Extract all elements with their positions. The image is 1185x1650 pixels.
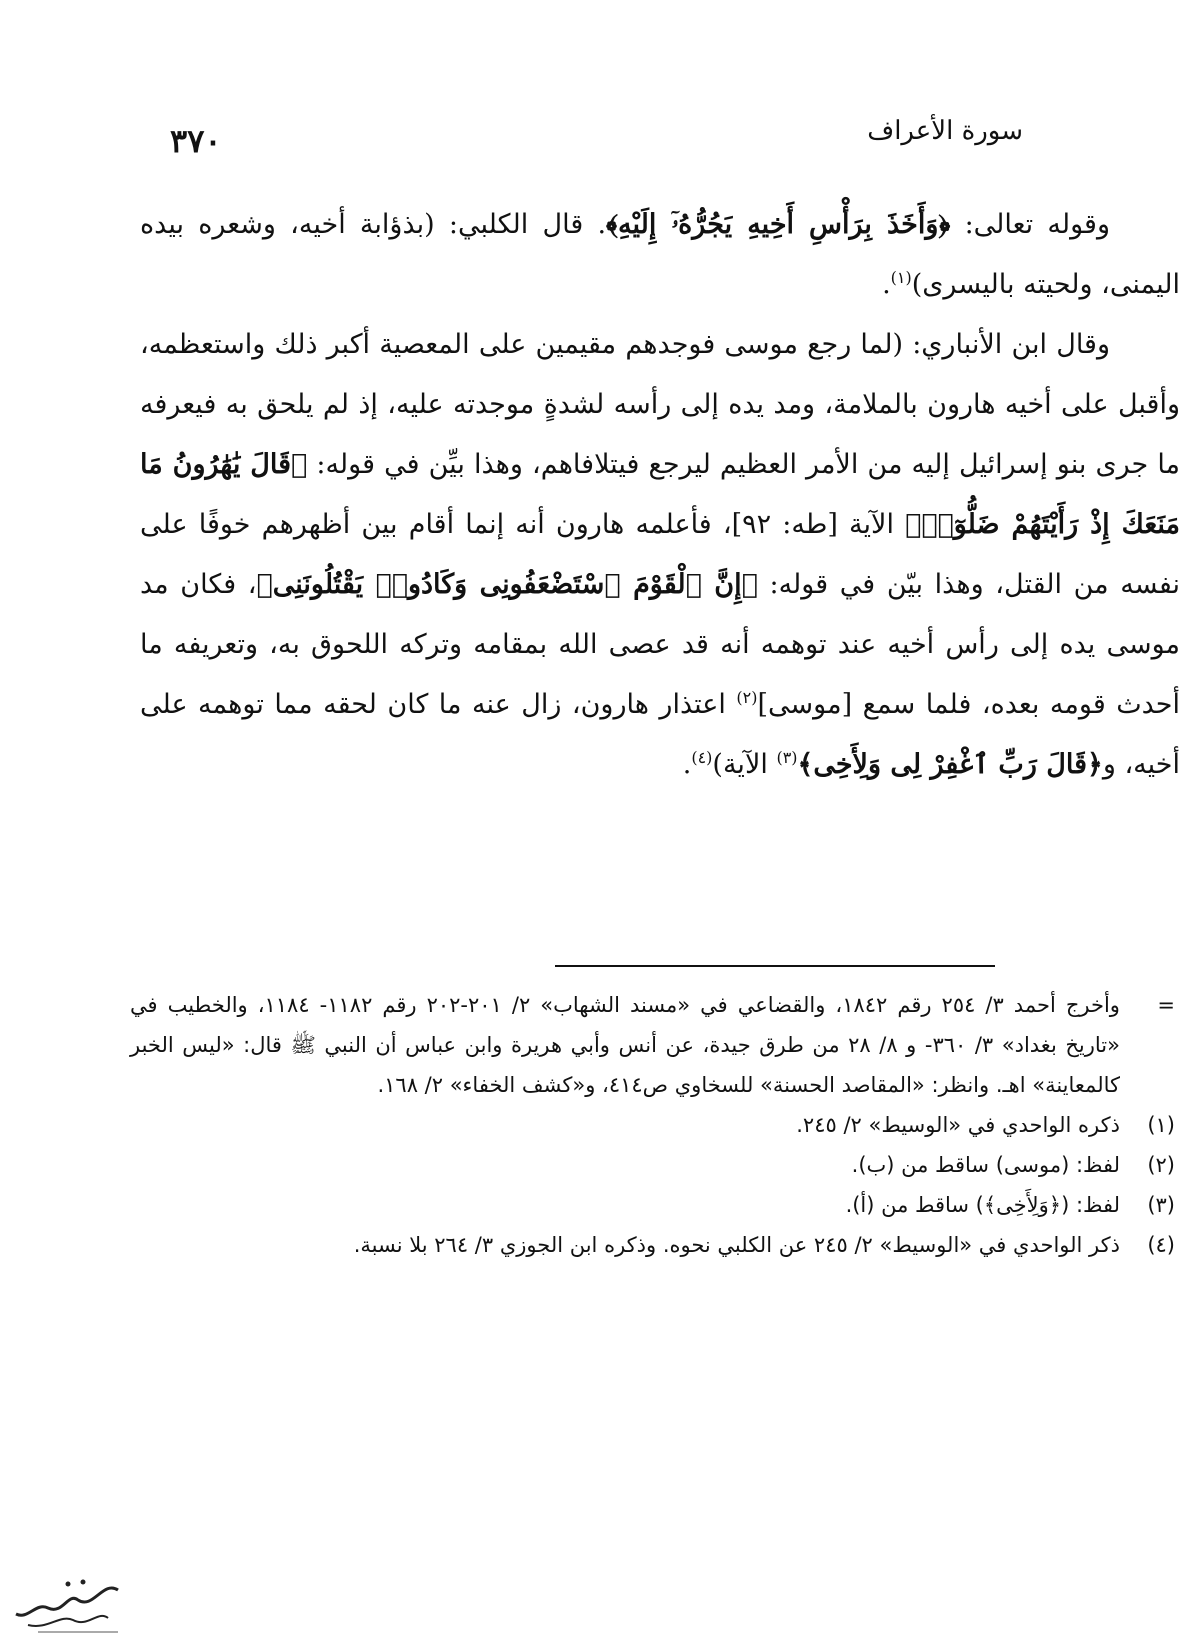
body-text: ، فكان مد موسى يده إلى رأس أخيه عند توهمه أنه قد عصى الله بمقامه وتركه اللحوق به، وتعريفه ما أحدث قومه بعده، فلما سمع [موسى] [140,569,1181,720]
footnote-ref[interactable]: (٤) [691,748,713,767]
publisher-logo-icon [8,1570,128,1640]
footnote-text: ذكره الواحدي في «الوسيط» ٢/ ٢٤٥. [796,1113,1120,1137]
footnote-item [130,1105,1175,1145]
body-text: وقوله تعالى: [950,209,1110,240]
footnote-number: = [1157,993,1175,1017]
body-text: اعتذار هارون، زال عنه ما كان لحقه مما توهمه على أخيه، و [140,689,1180,780]
footnote-number: (٤) [1147,1233,1175,1257]
footnote-number: (١) [1147,1113,1175,1137]
footnote-item [130,985,1175,1105]
footnote-ref[interactable]: (١) [890,268,912,287]
page-header [150,108,1035,168]
quran-verse: ﴿إِنَّ ٱلْقَوْمَ ٱسْتَضْعَفُونِى وَكَادُوا۟ يَقْتُلُونَنِى﴾ [256,569,758,600]
footnote-separator [555,965,995,967]
footnote-text: ذكر الواحدي في «الوسيط» ٢/ ٢٤٥ عن الكلبي نحوه. وذكره ابن الجوزي ٣/ ٢٦٤ بلا نسبة. [353,1233,1120,1257]
quran-verse: ﴿قَالَ رَبِّ ٱغْفِرْ لِى وَلِأَخِى﴾ [797,749,1103,780]
body-text: . قال الكلبي: (بذؤابة أخيه، وشعره بيده اليمنى، ولحيته باليسرى) [140,209,1180,300]
quran-verse: ﴿وَأَخَذَ بِرَأْسِ أَخِيهِ يَجُرُّهُۥٓ إِلَيْهِ﴾ [606,209,951,240]
footnote-text: لفظ: (موسى) ساقط من (ب). [851,1153,1120,1177]
main-text [140,195,1180,795]
footnote-number: (٢) [1147,1153,1175,1177]
paragraph-1 [140,195,1180,315]
body-text: وقال ابن الأنباري: (لما رجع موسى فوجدهم مقيمين على المعصية أكبر ذلك واستعظمه، وأقبل على أخيه هارون بالملامة، ومد يده إلى رأسه لشدةٍ موجدته عليه، إذ لم يلحق به فيعرفه ما جرى بنو إسرائيل إليه من الأمر العظيم ليرجع فيتلافاهم، وهذا بيِّن في قوله: [140,329,1181,480]
body-text: . [682,749,692,780]
page-number: ٣٧٠ [170,122,222,160]
surah-title: سورة الأعراف [867,116,1023,146]
footnote-item [130,1225,1175,1265]
body-text: الآية) [712,749,777,780]
footnote-ref[interactable]: (٣) [776,748,798,767]
footnote-text: لفظ: (﴿وَلِأَخِى﴾) ساقط من (أ). [845,1193,1120,1217]
footnote-item [130,1185,1175,1225]
footnotes [130,985,1175,1265]
footnote-number: (٣) [1147,1193,1175,1217]
footnote-text: وأخرج أحمد ٣/ ٢٥٤ رقم ١٨٤٢، والقضاعي في «مسند الشهاب» ٢/ ٢٠١-٢٠٢ رقم ١١٨٢- ١١٨٤، والخطيب في «تاريخ بغداد» ٣/ ٣٦٠- و ٨/ ٢٨ من طرق جيدة، عن أنس وأبي هريرة وابن عباس أن النبي ﷺ قال: «ليس الخبر كالمعاينة» اهـ. وانظر: «المقاصد الحسنة» للسخاوي ص٤١٤، و«كشف الخفاء» ٢/ ١٦٨. [130,993,1120,1097]
footnote-ref[interactable]: (٢) [736,688,758,707]
paragraph-2 [140,315,1180,795]
footnote-item [130,1145,1175,1185]
body-text: . [882,269,891,300]
body-text: الآية [طه: ٩٢]، فأعلمه هارون أنه إنما أقام بين أظهرهم خوفًا على نفسه من القتل، وهذا بيّن في قوله: [140,509,1181,600]
quran-verse: ﴿قَالَ يَٰهَٰرُونُ مَا مَنَعَكَ إِذْ رَأَيْتَهُمْ ضَلُّوٓا۟﴾ [140,449,1181,540]
